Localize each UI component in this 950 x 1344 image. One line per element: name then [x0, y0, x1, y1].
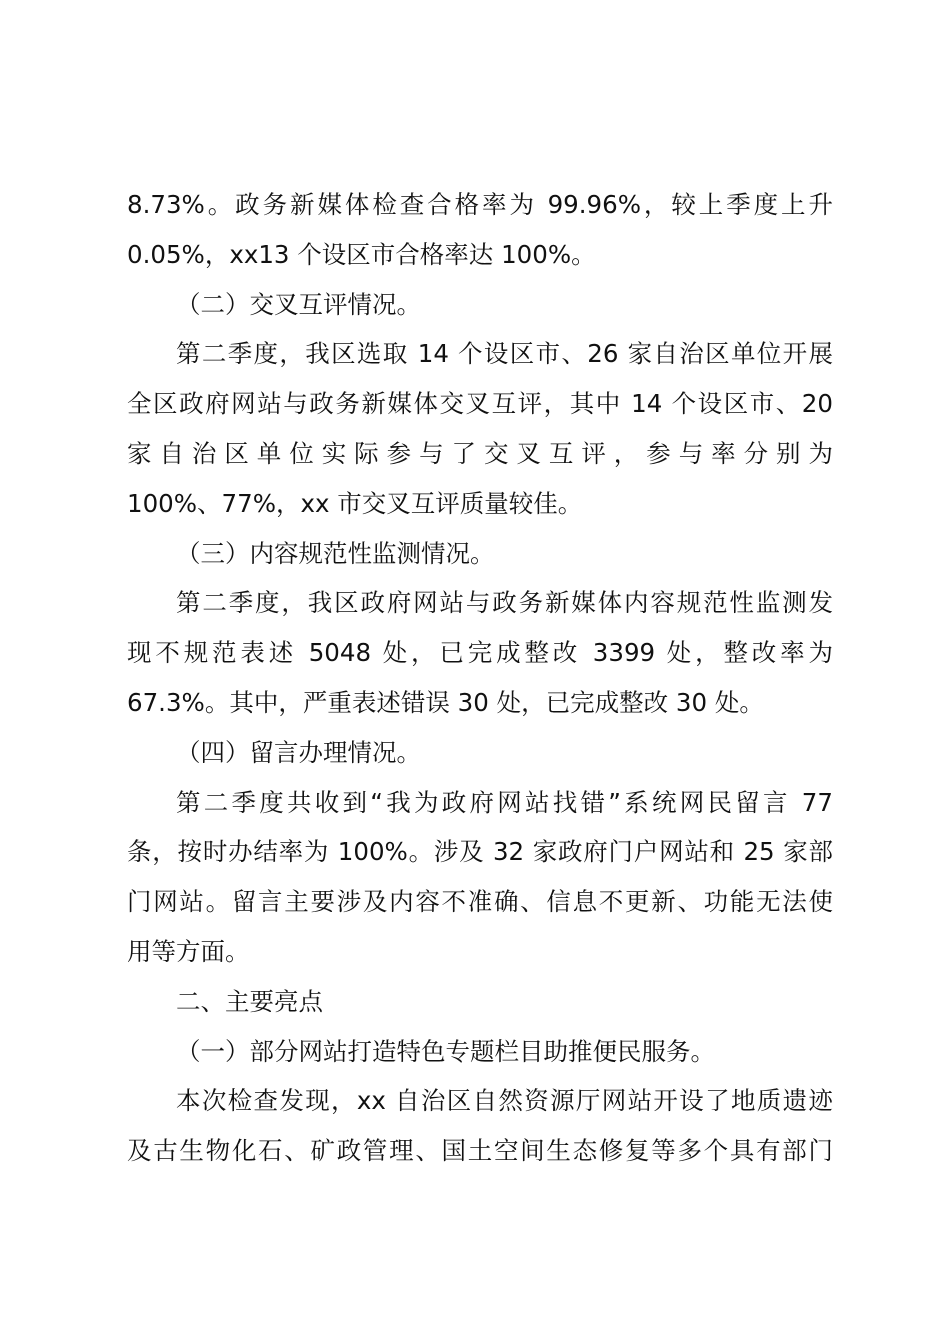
section-heading: （四）留言办理情况。	[176, 737, 421, 767]
text-line: 第二季度，我区政府网站与政务新媒体内容规范性监测发	[176, 588, 833, 618]
chapter-heading: 二、主要亮点	[176, 986, 323, 1016]
text-line: 本次检查发现，xx 自治区自然资源厅网站开设了地质遗迹	[176, 1086, 833, 1116]
text-line: 第二季度，我区选取 14 个设区市、26 家自治区单位开展	[176, 339, 833, 369]
text-line: 67.3%。其中，严重表述错误 30 处，已完成整改 30 处。	[127, 687, 764, 717]
text-line: 100%、77%，xx 市交叉互评质量较佳。	[127, 488, 583, 518]
text-line: 及古生物化石、矿政管理、国土空间生态修复等多个具有部门	[127, 1136, 833, 1166]
text-line: 全区政府网站与政务新媒体交叉互评，其中 14 个设区市、20	[127, 389, 833, 419]
text-line: 门网站。留言主要涉及内容不准确、信息不更新、功能无法使	[127, 887, 833, 917]
text-line: 条，按时办结率为 100%。涉及 32 家政府门户网站和 25 家部	[127, 837, 833, 867]
text-line: 现不规范表述 5048 处，已完成整改 3399 处，整改率为	[127, 638, 833, 668]
text-line: 0.05%，xx13 个设区市合格率达 100%。	[127, 239, 596, 269]
section-heading: （三）内容规范性监测情况。	[176, 538, 495, 568]
text-line: 用等方面。	[127, 936, 250, 966]
text-line: 第二季度共收到“我为政府网站找错”系统网民留言 77	[176, 787, 833, 817]
text-line: 家自治区单位实际参与了交叉互评，参与率分别为	[127, 438, 833, 468]
text-line: 8.73%。政务新媒体检查合格率为 99.96%，较上季度上升	[127, 190, 833, 219]
document-body	[127, 180, 833, 1176]
section-heading: （二）交叉互评情况。	[176, 289, 421, 319]
section-heading: （一）部分网站打造特色专题栏目助推便民服务。	[176, 1036, 715, 1066]
